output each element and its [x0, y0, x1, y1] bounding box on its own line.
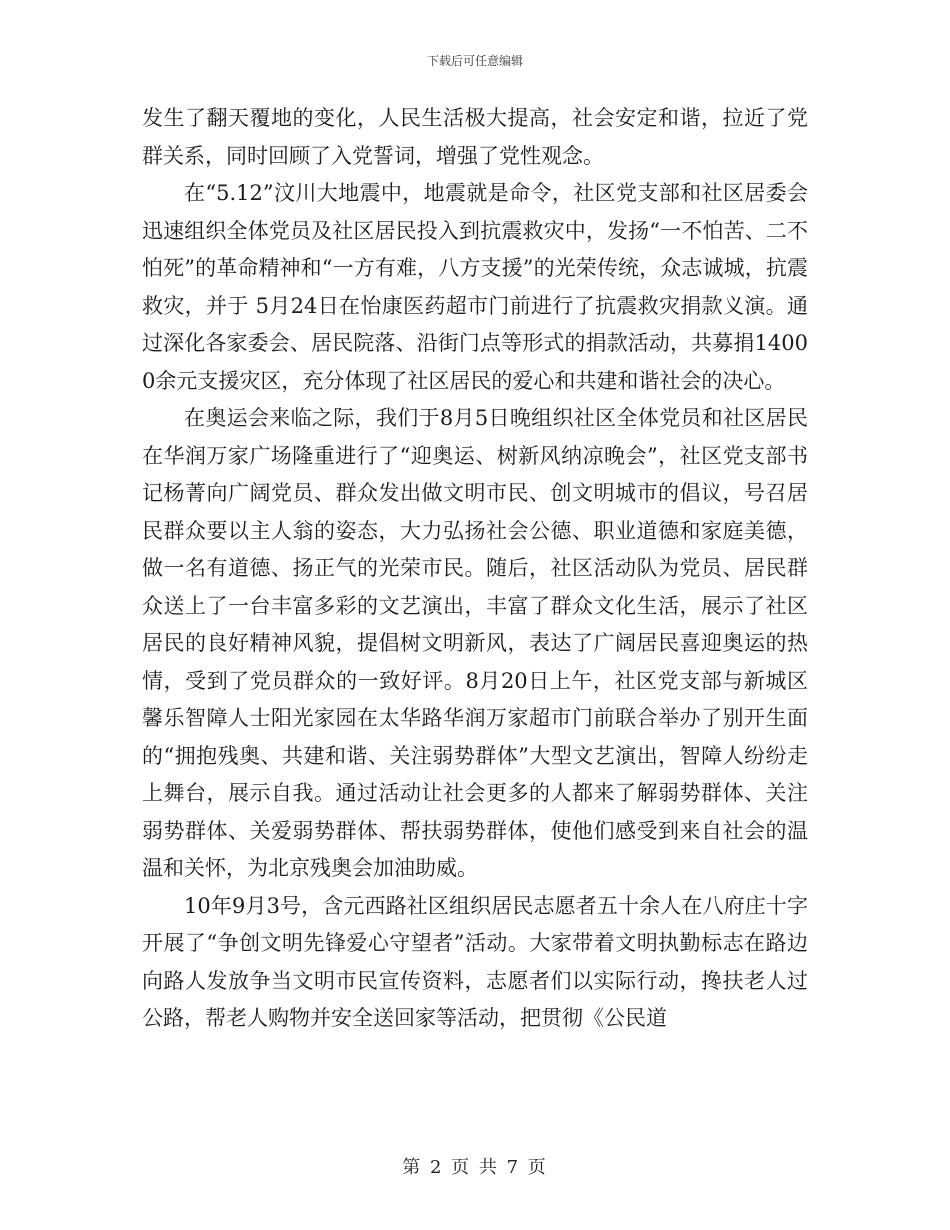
- paragraph-continued: 发生了翻天覆地的变化，人民生活极大提高，社会安定和谐，拉近了党群关系，同时回顾了入党誓词，增强了党性观念。: [142, 106, 808, 168]
- paragraph-earthquake-relief: 在“5.12”汶川大地震中，地震就是命令，社区党支部和社区居委会迅速组织全体党员及社区居民投入到抗震救灾中，发扬“一不怕苦、二不怕死”的革命精神和“一方有难，八方支援”的光荣传统，众志诚城，抗震救灾，并于 5月24日在怡康医药超市门前进行了抗震救灾捐款义演。通过深化各家委会、居民院落、沿街门点等形式的捐款活动，共募捐14000余元支援灾区，充分体现了社区居民的爱心和共建和谐社会的决心。: [142, 181, 808, 393]
- header-note: 下载后可任意编辑: [426, 54, 523, 68]
- document-body: [142, 100, 808, 1038]
- paragraph-olympics-events: 在奥运会来临之际，我们于8月5日晚组织社区全体党员和社区居民在华润万家广场隆重进行了“迎奥运、树新风纳凉晚会”，社区党支部书记杨菁向广阔党员、群众发出做文明市民、创文明城市的倡议，号召居民群众要以主人翁的姿态，大力弘扬社会公德、职业道德和家庭美德，做一名有道德、扬正气的光荣市民。随后，社区活动队为党员、居民群众送上了一台丰富多彩的文艺演出，丰富了群众文化生活，展示了社区居民的良好精神风貌，提倡树文明新风，表达了广阔居民喜迎奥运的热情，受到了党员群众的一致好评。8月20日上午，社区党支部与新城区馨乐智障人士阳光家园在太华路华润万家超市门前联合举办了别开生面的“拥抱残奥、共建和谐、关注弱势群体”大型文艺演出，智障人纷纷走上舞台，展示自我。通过活动让社会更多的人都来了解弱势群体、关注弱势群体、关爱弱势群体、帮扶弱势群体，使他们感受到来自社会的温温和关怀，为北京残奥会加油助威。: [142, 406, 808, 880]
- page-number-footer: 第 2 页 共 7 页: [402, 1157, 548, 1178]
- paragraph-volunteer-activity: 10年9月3号，含元西路社区组织居民志愿者五十余人在八府庄十字开展了“争创文明先锋爱心守望者”活动。大家带着文明执勤标志在路边向路人发放争当文明市民宣传资料，志愿者们以实际行动，搀扶老人过公路，帮老人购物并安全送回家等活动，把贯彻《公民道: [142, 893, 808, 1030]
